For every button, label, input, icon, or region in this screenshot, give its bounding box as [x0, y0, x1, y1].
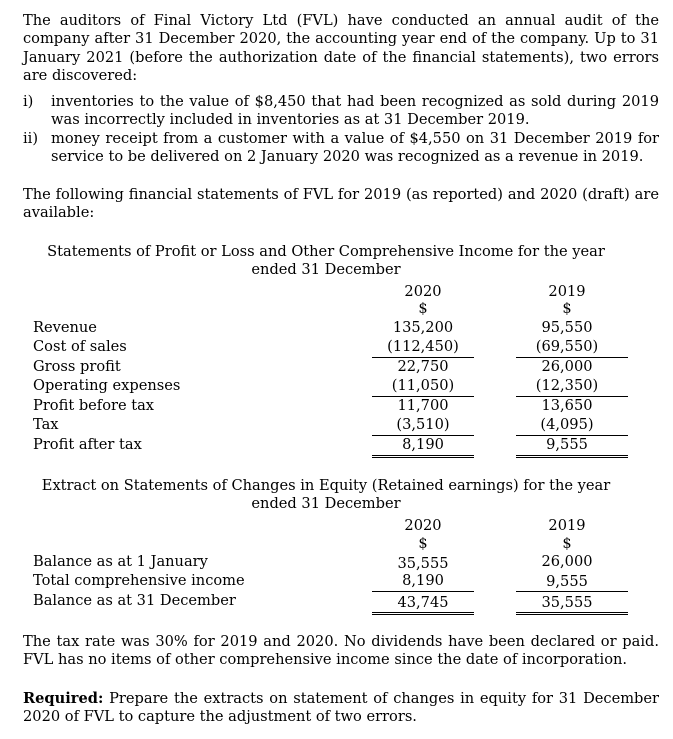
equity-row-2019: 35,555: [541, 594, 593, 611]
equity-total-double-underline-2019: [516, 612, 628, 615]
pl-row-2020: (11,050): [391, 377, 455, 394]
equity-header-2019: 2019: [548, 517, 586, 534]
pl-row-label: Profit before tax: [33, 397, 155, 414]
tax-note-paragraph: The tax rate was 30% for 2019 and 2020. No dividends have been declared or paid. FVL has no items of other comprehensive income since the date of incorporation.: [23, 633, 659, 669]
pl-header-2019: 2019: [548, 283, 586, 300]
equity-row-2020: 43,745: [397, 594, 449, 611]
equity-underline-2019: [516, 591, 628, 592]
pl-row-2020: 135,200: [392, 319, 454, 336]
equity-row-2019: 9,555: [546, 573, 588, 590]
pl-row-2019: 13,650: [541, 397, 593, 414]
equity-row-label: Total comprehensive income: [33, 572, 245, 589]
pl-row-2019: 95,550: [541, 319, 593, 336]
pl-row-label: Gross profit: [33, 358, 121, 375]
equity-title-line1: Extract on Statements of Changes in Equity (Retained earnings) for the year: [41, 477, 611, 494]
pl-currency-2020: $: [418, 300, 428, 317]
following-paragraph: The following financial statements of FVL for 2019 (as reported) and 2020 (draft) are available:: [23, 186, 659, 222]
pl-row-2019: (12,350): [535, 377, 599, 394]
required-label: Required:: [23, 690, 104, 707]
equity-underline-2020: [372, 591, 474, 592]
pl-row-label: Tax: [33, 416, 59, 433]
pl-row-label: Operating expenses: [33, 377, 181, 394]
pl-title-line2: ended 31 December: [251, 261, 401, 278]
equity-title-line2: ended 31 December: [251, 495, 401, 512]
required-paragraph: [23, 690, 659, 727]
pl-currency-2019: $: [562, 300, 572, 317]
equity-header-2020: 2020: [404, 517, 442, 534]
error-2-marker: ii): [23, 130, 39, 147]
equity-row-label: Balance as at 31 December: [33, 592, 236, 609]
pl-total-double-underline-2020: [372, 455, 474, 458]
equity-currency-2019: $: [562, 535, 572, 552]
pl-total-double-underline-2019: [516, 455, 628, 458]
pl-row-label: Revenue: [33, 319, 97, 336]
equity-row-2020: 8,190: [402, 572, 444, 589]
pl-row-2019: 9,555: [546, 436, 588, 453]
equity-currency-2020: $: [418, 535, 428, 552]
pl-row-2019: (4,095): [540, 416, 594, 433]
error-1-marker: i): [23, 93, 34, 110]
equity-row-2020: 35,555: [397, 555, 449, 572]
pl-row-2020: 22,750: [397, 358, 449, 375]
pl-header-2020: 2020: [404, 283, 442, 300]
pl-title-line1: Statements of Profit or Loss and Other Comprehensive Income for the year: [47, 243, 605, 260]
pl-row-2020: (112,450): [387, 338, 459, 355]
pl-row-2020: 11,700: [397, 397, 449, 414]
equity-total-double-underline-2020: [372, 612, 474, 615]
pl-row-2020: 8,190: [402, 436, 444, 453]
equity-row-2019: 26,000: [541, 553, 593, 570]
equity-row-label: Balance as at 1 January: [33, 553, 208, 570]
required-text: Prepare the extracts on statement of changes in equity for 31 December 2020 of FVL to capture the adjustment of two errors.: [23, 690, 660, 726]
pl-row-2020: (3,510): [396, 416, 450, 433]
error-1-text: inventories to the value of $8,450 that had been recognized as sold during 2019 was incorrectly included in inventories as at 31 December 2019.: [51, 93, 659, 129]
pl-row-label: Cost of sales: [33, 338, 127, 355]
error-2-text: money receipt from a customer with a value of $4,550 on 31 December 2019 for service to be delivered on 2 January 2020 was recognized as a revenue in 2019.: [51, 130, 659, 166]
pl-row-label: Profit after tax: [33, 436, 142, 453]
pl-row-2019: 26,000: [541, 358, 593, 375]
intro-paragraph: The auditors of Final Victory Ltd (FVL) have conducted an annual audit of the company after 31 December 2020, the accounting year end of the company. Up to 31 January 2021 (before the authorization date of the financial statements), two errors are discovered:: [23, 12, 659, 84]
pl-row-2019: (69,550): [535, 338, 599, 355]
